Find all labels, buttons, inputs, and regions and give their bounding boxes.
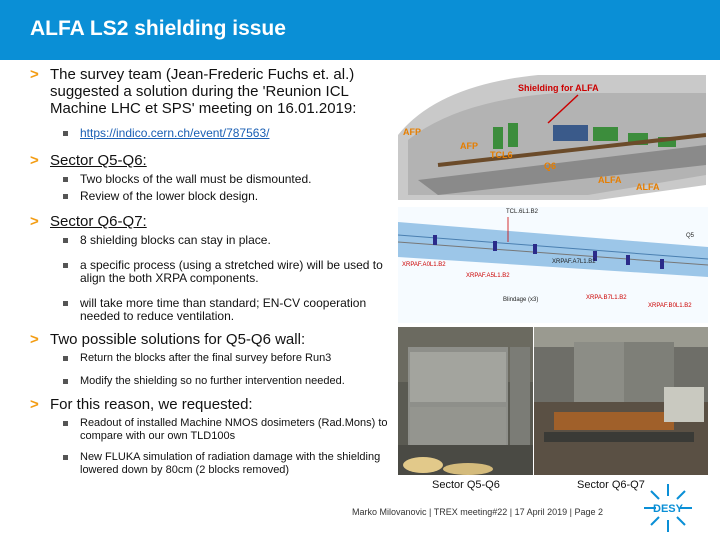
tunnel-diagram-image [398,207,708,323]
sub-text: Two blocks of the wall must be dismounted. [80,172,312,186]
bullet-text: Two possible solutions for Q5-Q6 wall: [50,331,306,348]
tunnel-rendering-image [398,65,706,200]
bullet-text: Sector Q5-Q6: [50,152,147,169]
photo-sector-q5q6 [398,327,533,475]
sub-item [30,451,402,477]
bullet-text: Sector Q6-Q7: [50,213,147,230]
photo-sector-q6q7 [534,327,708,475]
square-bullet-icon [63,301,68,306]
square-bullet-icon [63,379,68,384]
slide-content [30,66,402,481]
bullet-text: For this reason, we requested: [50,396,253,413]
title-bar [0,0,720,60]
chevron-icon: > [30,152,39,169]
tunnel-label: TCL6 [490,150,513,160]
logo-text: DESY [653,503,683,515]
square-bullet-icon [63,421,68,426]
sub-text: New FLUKA simulation of radiation damage with the shielding lowered down by 80cm (2 blocks removed) [80,451,381,476]
bullet-survey [30,66,402,117]
sub-text: a specific process (using a stretched wire) will be used to align the both XRPA components. [80,258,383,285]
diagram-label: XRPAF.A5L1.B2 [466,273,510,279]
footer-text: Marko Milovanovic | TREX meeting#22 | 17 April 2019 | Page 2 [352,507,603,517]
chevron-icon: > [30,213,39,230]
diagram-label: Q5 [686,233,695,239]
bullet-solutions [30,331,402,348]
chevron-icon: > [30,66,39,83]
sub-link [30,127,402,140]
square-bullet-icon [63,263,68,268]
diagram-label: XRPAF.A0L1.B2 [402,262,446,268]
tunnel-label: ALFA [636,182,660,192]
diagram-label: XRPAF.A7L1.B2 [552,259,596,265]
sub-item [30,234,402,247]
sub-item [30,173,402,186]
bullet-text: The survey team (Jean-Frederic Fuchs et. al.) suggested a solution during the 'Reunion ICL Machine LHC et SPS' meeting on 16.01.2019: [50,66,357,117]
chevron-icon: > [30,331,39,348]
indico-link[interactable]: https://indico.cern.ch/event/787563/ [80,126,270,140]
sub-text: Review of the lower block design. [80,189,259,203]
sub-text: Readout of installed Machine NMOS dosimeters (Rad.Mons) to compare with our own TLD100s [80,417,388,442]
sub-item [30,190,402,203]
square-bullet-icon [63,356,68,361]
chevron-icon: > [30,396,39,413]
desy-logo [640,480,696,536]
bullet-q5q6 [30,152,402,169]
slide-title: ALFA LS2 shielding issue [30,17,286,40]
bullet-requests [30,396,402,413]
sub-text: will take more time than standard; EN-CV cooperation needed to reduce ventilation. [80,296,367,323]
tunnel-label: AFP [460,141,478,151]
bullet-q6q7 [30,213,402,230]
square-bullet-icon [63,194,68,199]
sub-item [30,259,402,285]
tunnel-label: Q6 [544,161,557,171]
diagram-label: XRPA.B7L1.B2 [586,295,627,301]
square-bullet-icon [63,177,68,182]
sub-item [30,352,402,365]
sub-text: 8 shielding blocks can stay in place. [80,233,271,247]
square-bullet-icon [63,238,68,243]
square-bullet-icon [63,131,68,136]
tunnel-label: ALFA [598,175,622,185]
sub-item [30,417,402,443]
caption-right: Sector Q6-Q7 [577,479,645,491]
diagram-label: XRPAF.B0L1.B2 [648,303,692,309]
diagram-label: Blindage (x3) [503,297,539,303]
tunnel-label: Shielding for ALFA [518,83,599,93]
square-bullet-icon [63,455,68,460]
sub-item [30,375,402,388]
caption-left: Sector Q5-Q6 [432,479,500,491]
sub-text: Modify the shielding so no further intervention needed. [80,375,345,387]
diagram-label: TCL.6L1.B2 [506,209,539,215]
sub-text: Return the blocks after the final survey before Run3 [80,352,332,364]
sub-item [30,297,402,323]
tunnel-label: AFP [403,127,421,137]
